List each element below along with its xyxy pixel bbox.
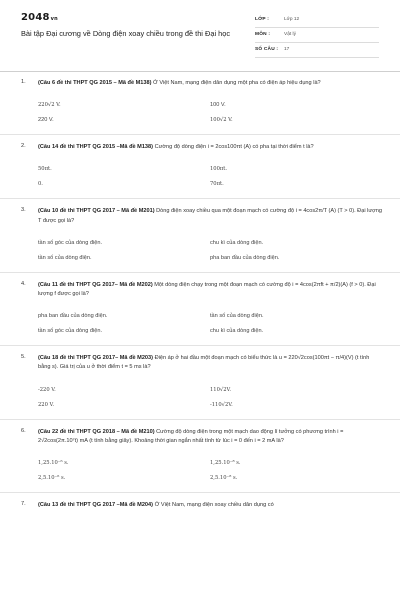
question-number: 4.	[21, 280, 26, 287]
question-text: (Câu 14 đề thi THPT QG 2015 –Mã đề M138) Cường độ dòng điện i = 2cos100πt (A) có pha tại thời điểm t là?	[38, 144, 314, 151]
answer-option[interactable]: 220 V.	[38, 401, 55, 408]
answer-option[interactable]: 2,5.10⁻⁸ s.	[210, 475, 238, 482]
question-source: (Câu 14 đề thi THPT QG 2015 –Mã đề M138)	[38, 144, 154, 151]
question-source: (Câu 13 đề thi THPT QG 2017 –Mã đề M204)	[38, 502, 154, 509]
page-header	[0, 0, 400, 66]
answer-options	[38, 102, 382, 124]
answer-options	[38, 166, 382, 188]
question-number: 6.	[21, 427, 26, 434]
answer-option[interactable]: 2,5.10⁻⁶ s.	[38, 475, 66, 482]
answer-option[interactable]: pha ban đầu của dòng điện.	[38, 313, 108, 320]
answer-option[interactable]: chu kì của dòng điện.	[210, 239, 264, 246]
question-item	[0, 501, 400, 520]
question-number: 2.	[21, 143, 26, 150]
question-source: (Câu 18 đề thi THPT QG 2017– Mã đề M203)	[38, 355, 154, 362]
question-item	[0, 143, 400, 199]
answer-options	[38, 460, 382, 482]
question-text: (Câu 11 đề thi THPT QG 2017– Mã đề M202) Một dòng điện chạy trong một đoạn mạch có cường độ i = 4cos(2πft + π/2)(A) (f > 0). Đại lượng f được gọi là?	[38, 281, 376, 298]
answer-option[interactable]: 100 V.	[210, 102, 226, 109]
question-text: (Câu 13 đề thi THPT QG 2017 –Mã đề M204) Ở Việt Nam, mạng điện xoay chiều dân dụng có	[38, 502, 274, 509]
question-number: 3.	[21, 207, 26, 214]
question-text: (Câu 6 đề thi THPT QG 2015 – Mã đề M138) Ở Việt Nam, mạng điện dân dụng một pha có điện áp hiệu dụng là?	[38, 80, 321, 86]
answer-option[interactable]: tần số của dòng điện.	[38, 254, 92, 261]
question-list	[0, 79, 400, 528]
question-source: (Câu 22 đề thi THPT QG 2018 – Mã đề M210)	[38, 428, 155, 435]
document-title: Bài tập Đại cương về Dòng điện xoay chiều trong đề thi Đại học	[21, 29, 231, 38]
logo-suffix: vn	[50, 16, 58, 22]
meta-value: Lớp 12	[284, 17, 300, 22]
meta-row-class	[255, 13, 379, 28]
answer-option[interactable]: 1,25.10⁻⁸ s.	[210, 460, 241, 467]
question-number: 5.	[21, 354, 26, 361]
answer-options	[38, 240, 382, 262]
meta-value: Vật lý	[284, 32, 296, 37]
question-item	[0, 281, 400, 346]
question-source: (Câu 11 đề thi THPT QG 2017– Mã đề M202)	[38, 281, 153, 288]
answer-options	[38, 313, 382, 335]
answer-option[interactable]: 0.	[38, 181, 43, 188]
answer-option[interactable]: -110√2V.	[210, 401, 233, 408]
answer-option[interactable]: 100πt.	[210, 166, 228, 173]
meta-row-count	[255, 43, 379, 58]
question-item	[0, 354, 400, 419]
question-number: 7.	[21, 501, 26, 508]
question-item	[0, 79, 400, 135]
question-text: (Câu 10 đề thi THPT QG 2017 – Mã đề M201) Dòng điện xoay chiều qua một đoạn mạch có cường độ i = 4cos2π/T (A) (T > 0). Đại lượng T được gọi là?	[38, 208, 383, 224]
answer-option[interactable]: chu kì của dòng điện.	[210, 328, 264, 335]
meta-label: MÔN :	[255, 32, 271, 37]
header-divider	[0, 71, 400, 72]
answer-option[interactable]: tần số góc của dòng điện.	[38, 239, 103, 246]
answer-option[interactable]: 110√2V.	[210, 386, 231, 393]
meta-row-subject	[255, 28, 379, 43]
answer-option[interactable]: pha ban đầu của dòng điện.	[210, 254, 280, 261]
answer-option[interactable]: 70πt.	[210, 181, 224, 188]
answer-option[interactable]: 50πt.	[38, 166, 52, 173]
question-source: (Câu 10 đề thi THPT QG 2017 – Mã đề M201)	[38, 208, 155, 215]
answer-options	[38, 387, 382, 409]
answer-option[interactable]: 220 V.	[38, 117, 54, 124]
question-text: (Câu 18 đề thi THPT QG 2017– Mã đề M203) Điện áp ở hai đầu một đoạn mạch có biểu thức là u = 220√2cos(100πt − π/4)(V) (t tính bằng s). Giá trị của u ở thời điểm t = 5 ms là?	[38, 355, 370, 371]
meta-label: SỐ CÂU :	[255, 47, 279, 52]
question-source: (Câu 6 đề thi THPT QG 2015 – Mã đề M138)	[38, 80, 152, 86]
meta-info	[255, 13, 379, 58]
answer-option[interactable]: tần số của dòng điện.	[210, 313, 264, 320]
question-item	[0, 207, 400, 272]
answer-option[interactable]: 220√2 V.	[38, 102, 61, 109]
question-text: (Câu 22 đề thi THPT QG 2018 – Mã đề M210) Cường độ dòng điện trong một mạch dao động lí tưởng có phương trình i = 2√2cos(2π.10⁷t) mA (t tính bằng giây). Khoảng thời gian ngắn nhất tính từ lúc i = 0 đến i = 2 mA là?	[38, 428, 344, 444]
meta-label: LỚP :	[255, 17, 270, 22]
site-logo[interactable]: 2048vn	[21, 12, 58, 23]
question-item	[0, 428, 400, 493]
answer-option[interactable]: 1,25.10⁻⁶ s.	[38, 460, 69, 467]
meta-value: 17	[284, 47, 290, 52]
answer-option[interactable]: -220 V.	[38, 386, 56, 393]
question-number: 1.	[21, 79, 26, 85]
answer-option[interactable]: tần số góc của dòng điện.	[38, 328, 103, 335]
answer-option[interactable]: 100√2 V.	[210, 117, 233, 124]
